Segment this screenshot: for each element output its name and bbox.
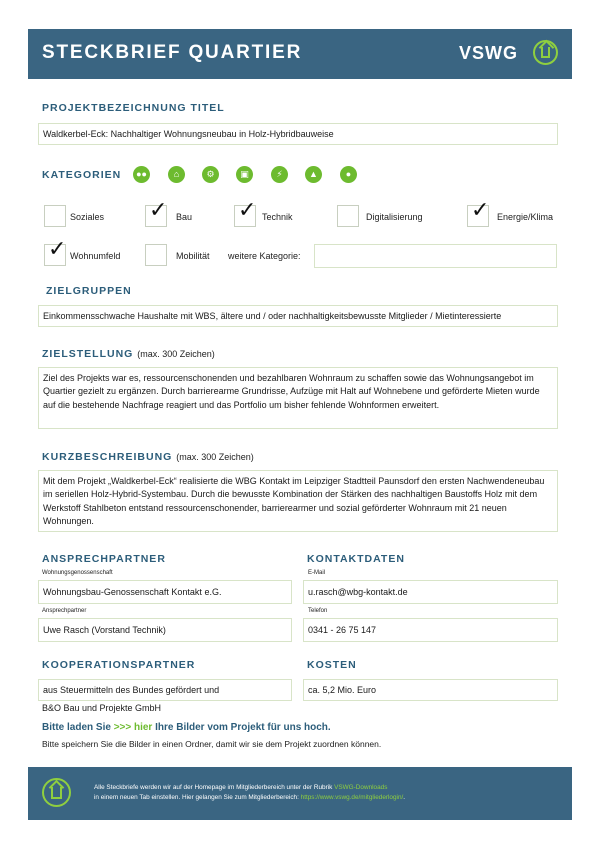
kurzbeschreibung-note: (max. 300 Zeichen) (176, 452, 254, 462)
checkbox-bau[interactable] (145, 198, 168, 227)
checkbox-label-technik: Technik (262, 212, 293, 222)
checkbox-technik[interactable] (234, 198, 257, 227)
kooperation-field[interactable] (38, 679, 292, 701)
upload-suffix: Ihre Bilder vom Projekt für uns hoch. (152, 722, 331, 733)
monitor-icon: ▣ (236, 166, 253, 183)
person-value: Uwe Rasch (Vorstand Technik) (43, 625, 166, 635)
email-label: E-Mail (308, 570, 326, 576)
footer-text (94, 783, 564, 803)
upload-note: Bitte speichern Sie die Bilder in einen Ordner, damit wir sie dem Projekt zuordnen können. (42, 739, 382, 749)
section-heading-kosten: KOSTEN (307, 659, 357, 671)
gear-icon: ⚙ (202, 166, 219, 183)
kooperation-line1: aus Steuermitteln des Bundes gefördert und (43, 685, 220, 695)
checkbox-label-bau: Bau (176, 212, 193, 222)
checkbox-wohnumfeld[interactable] (44, 237, 67, 266)
checkbox-energie-klima[interactable] (467, 198, 490, 227)
lightning-icon: ⚡ (271, 166, 288, 183)
zielstellung-title: ZIELSTELLUNG (42, 348, 134, 360)
footer-link-login[interactable]: https://www.vswg.de/mitgliederlogin/ (300, 794, 404, 801)
car-icon: ● (340, 166, 357, 183)
footer-text-2: in einem neuen Tab einstellen. Hier gelangen Sie zum Mitgliederbereich: (94, 794, 301, 801)
phone-value: 0341 - 26 75 147 (308, 625, 377, 635)
kurzbeschreibung-field[interactable] (38, 470, 558, 532)
footer-text-3: . (403, 794, 406, 801)
footer-bar (28, 767, 572, 820)
checkbox-label-mobilitaet: Mobilität (176, 251, 210, 261)
footer-link-downloads[interactable]: VSWG-Downloads (334, 784, 388, 791)
weitere-kategorie-input[interactable] (314, 244, 557, 268)
zielstellung-value: Ziel des Projekts war es, ressourcenschonenden und bezahlbaren Wohnraum zu schaffen sowie das Wohnungsangebot im Quartier gezielt zu ergänzen. Durch barrierearme Grundrisse, Aufzüge mit Halt auf Wohnebene und geförderte Mieten wurde auf die bestehende Nachfrage reagiert und das Portfolio um bisher fehlende Wohnformen erweitert. (43, 373, 540, 410)
upload-prompt (42, 722, 331, 733)
checkmark-icon: ✓ (471, 198, 490, 223)
section-heading-zielgruppen: ZIELGRUPPEN (46, 285, 132, 297)
kooperation-line2: B&O Bau und Projekte GmbH (42, 703, 162, 713)
section-heading-kooperation: KOOPERATIONSPARTNER (42, 659, 196, 671)
section-heading-zielstellung (42, 348, 215, 360)
checkbox-label-wohnumfeld: Wohnumfeld (70, 251, 121, 261)
checkbox-label-soziales: Soziales (70, 212, 105, 222)
kurzbeschreibung-title: KURZBESCHREIBUNG (42, 451, 173, 463)
people-icon: ●● (133, 166, 150, 183)
kurzbeschreibung-value: Mit dem Projekt „Waldkerbel-Eck“ realisierte die WBG Kontakt im Leipziger Stadtteil Paunsdorf den ersten Nachwendeneubau im seriellen Holz-Hybrid-Systembau. Durch die bewusste Kombination der Stärken des nachhaltigen Baustoffs Holz mit dem Werkstoff Stahlbeton entstand ressourcenschonender, barrierearmer und sozial geförderter Wohnraum mit 21 neuen Wohnungen. (43, 476, 545, 527)
footer-text-1: Alle Steckbriefe werden wir auf der Homepage im Mitgliederbereich unter der Rubrik (94, 784, 335, 791)
page-title: STECKBRIEF QUARTIER (42, 42, 303, 63)
zielgruppen-field[interactable] (38, 305, 558, 327)
zielgruppen-value: Einkommensschwache Haushalte mit WBS, ältere und / oder nachhaltigkeitsbewusste Mitglieder / Mietinteressierte (43, 311, 502, 321)
checkbox-mobilitaet[interactable] (145, 244, 167, 266)
email-field[interactable] (303, 580, 558, 604)
checkbox-label-energie-klima: Energie/Klima (497, 212, 554, 222)
header-bar (28, 29, 572, 79)
section-heading-projekt: PROJEKTBEZEICHNUNG TITEL (42, 102, 225, 114)
house-icon: ⌂ (168, 166, 185, 183)
vswg-logo-icon (533, 40, 558, 65)
phone-label: Telefon (308, 608, 328, 614)
section-heading-ansprechpartner: ANSPRECHPARTNER (42, 553, 166, 565)
person-label: Ansprechpartner (42, 608, 87, 614)
weitere-kategorie-label: weitere Kategorie: (228, 251, 301, 261)
project-title-value: Waldkerbel-Eck: Nachhaltiger Wohnungsneubau in Holz-Hybridbauweise (43, 129, 334, 139)
person-field[interactable] (38, 618, 292, 642)
upload-link[interactable]: >>> hier (113, 722, 153, 733)
phone-field[interactable] (303, 618, 558, 642)
checkmark-icon: ✓ (238, 198, 257, 223)
checkmark-icon: ✓ (48, 237, 67, 262)
section-heading-kontaktdaten: KONTAKTDATEN (307, 553, 405, 565)
brand-name: VSWG (459, 43, 519, 63)
section-heading-kategorien: KATEGORIEN (42, 169, 122, 181)
org-field[interactable] (38, 580, 292, 604)
org-value: Wohnungsbau-Genossenschaft Kontakt e.G. (43, 587, 222, 597)
checkbox-digitalisierung[interactable] (337, 205, 359, 227)
checkbox-soziales[interactable] (44, 205, 66, 227)
upload-prefix: Bitte laden Sie (42, 722, 114, 733)
checkbox-label-digitalisierung: Digitalisierung (366, 212, 423, 222)
project-title-field[interactable] (38, 123, 558, 145)
section-heading-kurzbeschreibung (42, 451, 254, 463)
org-label: Wohnungsgenossenschaft (42, 570, 113, 576)
landscape-icon: ▲ (305, 166, 322, 183)
email-value: u.rasch@wbg-kontakt.de (308, 587, 408, 597)
zielstellung-note: (max. 300 Zeichen) (137, 349, 215, 359)
zielstellung-field[interactable] (38, 367, 558, 429)
kosten-field[interactable] (303, 679, 558, 701)
kosten-value: ca. 5,2 Mio. Euro (308, 685, 377, 695)
vswg-footer-logo-icon (42, 778, 71, 807)
checkmark-icon: ✓ (149, 198, 168, 223)
